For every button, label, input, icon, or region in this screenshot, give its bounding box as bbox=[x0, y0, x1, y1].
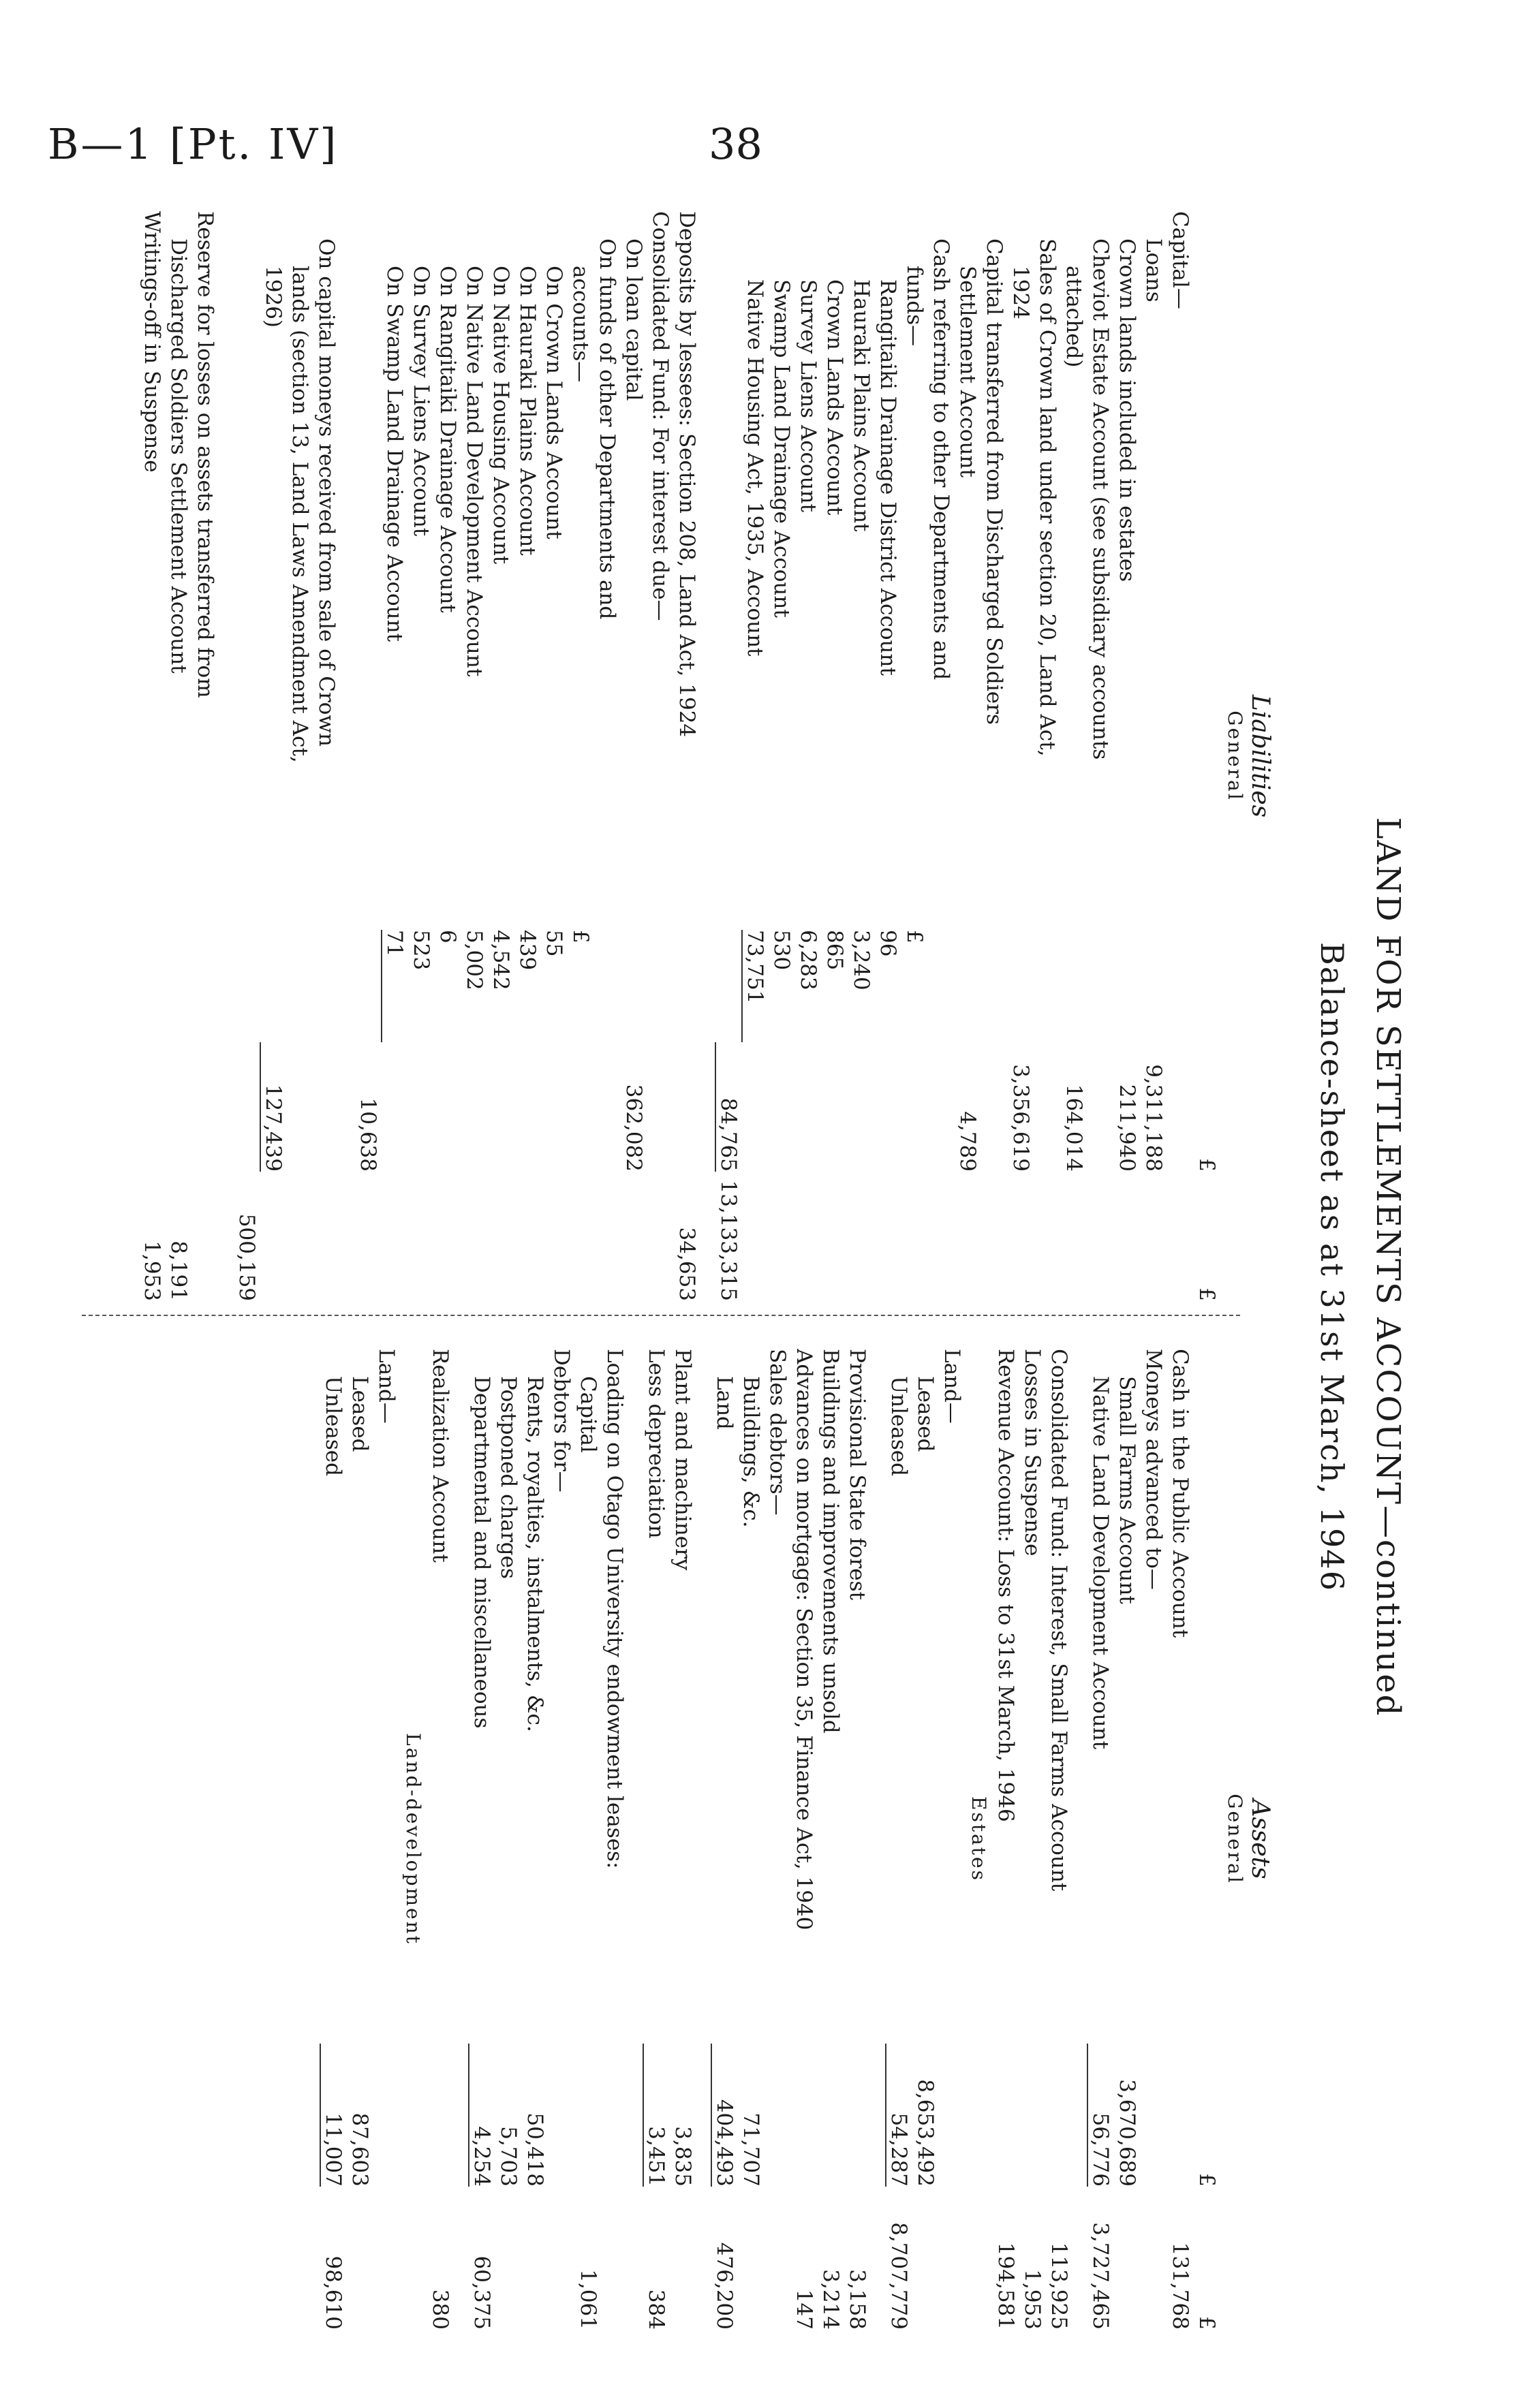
estate-item-row: Advances on mortgage: Section 35, Finance Act, 1940 147 bbox=[792, 1349, 816, 2330]
moneys-advanced-label: Moneys advanced to— bbox=[1141, 1349, 1166, 1590]
debtors-label: Debtors for— bbox=[549, 1349, 574, 1492]
land-dev-row: Unleased 11,007 98,610 bbox=[321, 1376, 345, 2330]
estate-item-row: Buildings and improvements unsold 3,214 bbox=[818, 1349, 843, 2330]
assets-heading: Assets bbox=[1246, 1799, 1274, 1879]
sheet-title: LAND FOR SETTLEMENTS ACCOUNT—continued bbox=[1369, 817, 1407, 1717]
other-funds-label: On funds of other Departments and bbox=[595, 238, 619, 620]
estate-item-row: Provisional State forest 3,158 bbox=[845, 1349, 869, 2330]
sheet-subtitle: Balance-sheet as at 31st March, 1946 bbox=[1314, 942, 1350, 1592]
advanced-row: Small Farms Account 3,670,689 bbox=[1115, 1376, 1139, 2187]
interest-row: On Swamp Land Drainage Account 71 bbox=[381, 211, 407, 1301]
capital-moneys-row: lands (section 13, Land Laws Amendment Act, bbox=[288, 266, 312, 763]
currency-symbol: £ bbox=[1194, 1158, 1219, 1172]
realization-row: Realization Account 380 bbox=[428, 1349, 452, 2330]
liabilities-column bbox=[138, 211, 1274, 1301]
capital-row: Cheviot Estate Account (see subsidiary accounts bbox=[1088, 238, 1113, 760]
rotated-balance-sheet bbox=[82, 184, 1410, 2350]
loan-capital-row: On loan capital 362,082 bbox=[621, 238, 646, 1172]
consolidated-total-row: 500,159 bbox=[234, 1213, 259, 1301]
plant-row: Plant and machinery 3,835 bbox=[670, 1349, 695, 2187]
currency-symbol: £ bbox=[1194, 2173, 1219, 2187]
deposits-row: Deposits by lessees: Section 208, Land Act, 1924 34,653 bbox=[675, 211, 699, 1301]
debtor-row: Rents, royalties, instalments, &c. 50,418 bbox=[523, 1376, 547, 2187]
capital-row: Settlement Account 4,789 bbox=[955, 266, 980, 1172]
funds-total-row: 84,765 13,133,315 bbox=[715, 211, 741, 1301]
general-row: Revenue Account: Loss to 31st March, 1946 194,581 bbox=[993, 1349, 1018, 2330]
estate-land-row: Leased 8,653,492 bbox=[913, 1376, 938, 2187]
fund-row: Crown Lands Account 865 bbox=[822, 279, 847, 971]
general-row: Losses in Suspense 1,953 bbox=[1020, 1349, 1045, 2330]
capital-row: Crown lands included in estates 211,940 bbox=[1115, 238, 1139, 1172]
page-header bbox=[0, 0, 1529, 204]
page-number: 38 bbox=[709, 119, 762, 169]
capital-label-row: Capital— bbox=[1168, 211, 1192, 309]
capital-moneys-row: 1926) 127,439 bbox=[261, 266, 285, 1172]
currency-row bbox=[1193, 211, 1220, 1301]
fund-row: Native Housing Act, 1935, Account 73,751 bbox=[741, 211, 768, 1301]
column-divider bbox=[82, 1315, 1240, 1316]
currency-symbol: £ bbox=[902, 930, 927, 943]
estates-heading: Estates bbox=[968, 1796, 990, 1882]
currency-row bbox=[1193, 1349, 1220, 2330]
capital-row: Loans 9,311,188 bbox=[1141, 238, 1166, 1172]
reserve-row: Discharged Soldiers Settlement Account 8,191 bbox=[166, 238, 191, 1301]
loading-label: Loading on Otago University endowment leases: bbox=[602, 1349, 627, 1869]
currency-symbol: £ bbox=[1194, 2316, 1219, 2330]
debtor-row: Postponed charges 5,703 bbox=[496, 1376, 521, 2187]
fund-row: Hauraki Plains Account 3,240 bbox=[849, 279, 874, 990]
accounts-label: accounts— £ bbox=[567, 211, 593, 1301]
interest-row: On Survey Liens Account 523 bbox=[409, 266, 433, 971]
capital-moneys-row: On capital moneys received from sale of Crown bbox=[314, 238, 339, 747]
fund-row: Survey Liens Account 6,283 bbox=[796, 279, 820, 990]
estate-land-row: Unleased 54,287 8,707,779 bbox=[886, 1376, 911, 2330]
land-development-heading: Land-development bbox=[402, 1733, 424, 1945]
advanced-row: Native Land Development Account 56,776 3,727,465 bbox=[1088, 1376, 1113, 2330]
interest-total-row: 10,638 bbox=[356, 1097, 380, 1172]
sales-debtor-row: Land 404,493 476,200 bbox=[712, 1376, 737, 2330]
reserve-row: Reserve for losses on assets transferred from bbox=[193, 211, 217, 698]
interest-row: On Native Housing Account 4,542 bbox=[489, 266, 513, 990]
consolidated-fund-label: Consolidated Fund: For interest due— bbox=[648, 211, 673, 621]
capital-row: attached) 164,014 bbox=[1062, 266, 1086, 1172]
document-reference: B—1 [Pt. IV] bbox=[48, 119, 339, 169]
sales-debtors-label: Sales debtors— bbox=[765, 1349, 790, 1516]
interest-row: On Crown Lands Account 55 bbox=[542, 266, 566, 957]
interest-row: On Native Land Development Account 5,002 bbox=[462, 266, 486, 990]
capital-row: funds— £ bbox=[901, 211, 927, 1301]
capital-row: Sales of Crown land under section 20, Land Act, bbox=[1035, 238, 1060, 757]
capital-row: Cash referring to other Departments and bbox=[929, 238, 953, 681]
fund-row: Swamp Land Drainage Account 530 bbox=[769, 279, 794, 971]
depreciation-row: Less depreciation 3,451 384 bbox=[644, 1349, 668, 2330]
liabilities-subheading: General bbox=[1224, 710, 1246, 802]
fund-row: Rangitaiki Drainage District Account 96 bbox=[876, 279, 900, 957]
capital-row: Capital transferred from Discharged Soldiers bbox=[982, 238, 1006, 725]
general-row: Consolidated Fund: Interest, Small Farms Account 113,925 bbox=[1047, 1349, 1071, 2330]
writings-off-row: Writings-off in Suspense 1,953 bbox=[140, 211, 164, 1301]
land-label: Land— bbox=[940, 1349, 964, 1424]
currency-symbol: £ bbox=[568, 930, 593, 943]
land-dev-label: Land— bbox=[374, 1349, 399, 1424]
interest-row: On Rangitaiki Drainage Account 6 bbox=[435, 266, 460, 943]
interest-row: On Hauraki Plains Account 439 bbox=[515, 266, 540, 971]
land-dev-row: Leased 87,603 bbox=[348, 1376, 372, 2187]
assets-column bbox=[320, 1349, 1274, 2330]
capital-row: 1924 3,356,619 bbox=[1008, 266, 1033, 1172]
cash-row: Cash in the Public Account 131,768 bbox=[1168, 1349, 1192, 2330]
liabilities-heading: Liabilities bbox=[1246, 694, 1274, 818]
sales-debtor-row: Buildings, &c. 71,707 bbox=[739, 1376, 763, 2187]
assets-subheading: General bbox=[1224, 1794, 1246, 1885]
loading-capital-row: Capital 1,061 bbox=[576, 1376, 600, 2330]
debtor-row: Departmental and miscellaneous 4,254 60,375 bbox=[469, 1376, 494, 2330]
currency-symbol: £ bbox=[1194, 1287, 1219, 1301]
